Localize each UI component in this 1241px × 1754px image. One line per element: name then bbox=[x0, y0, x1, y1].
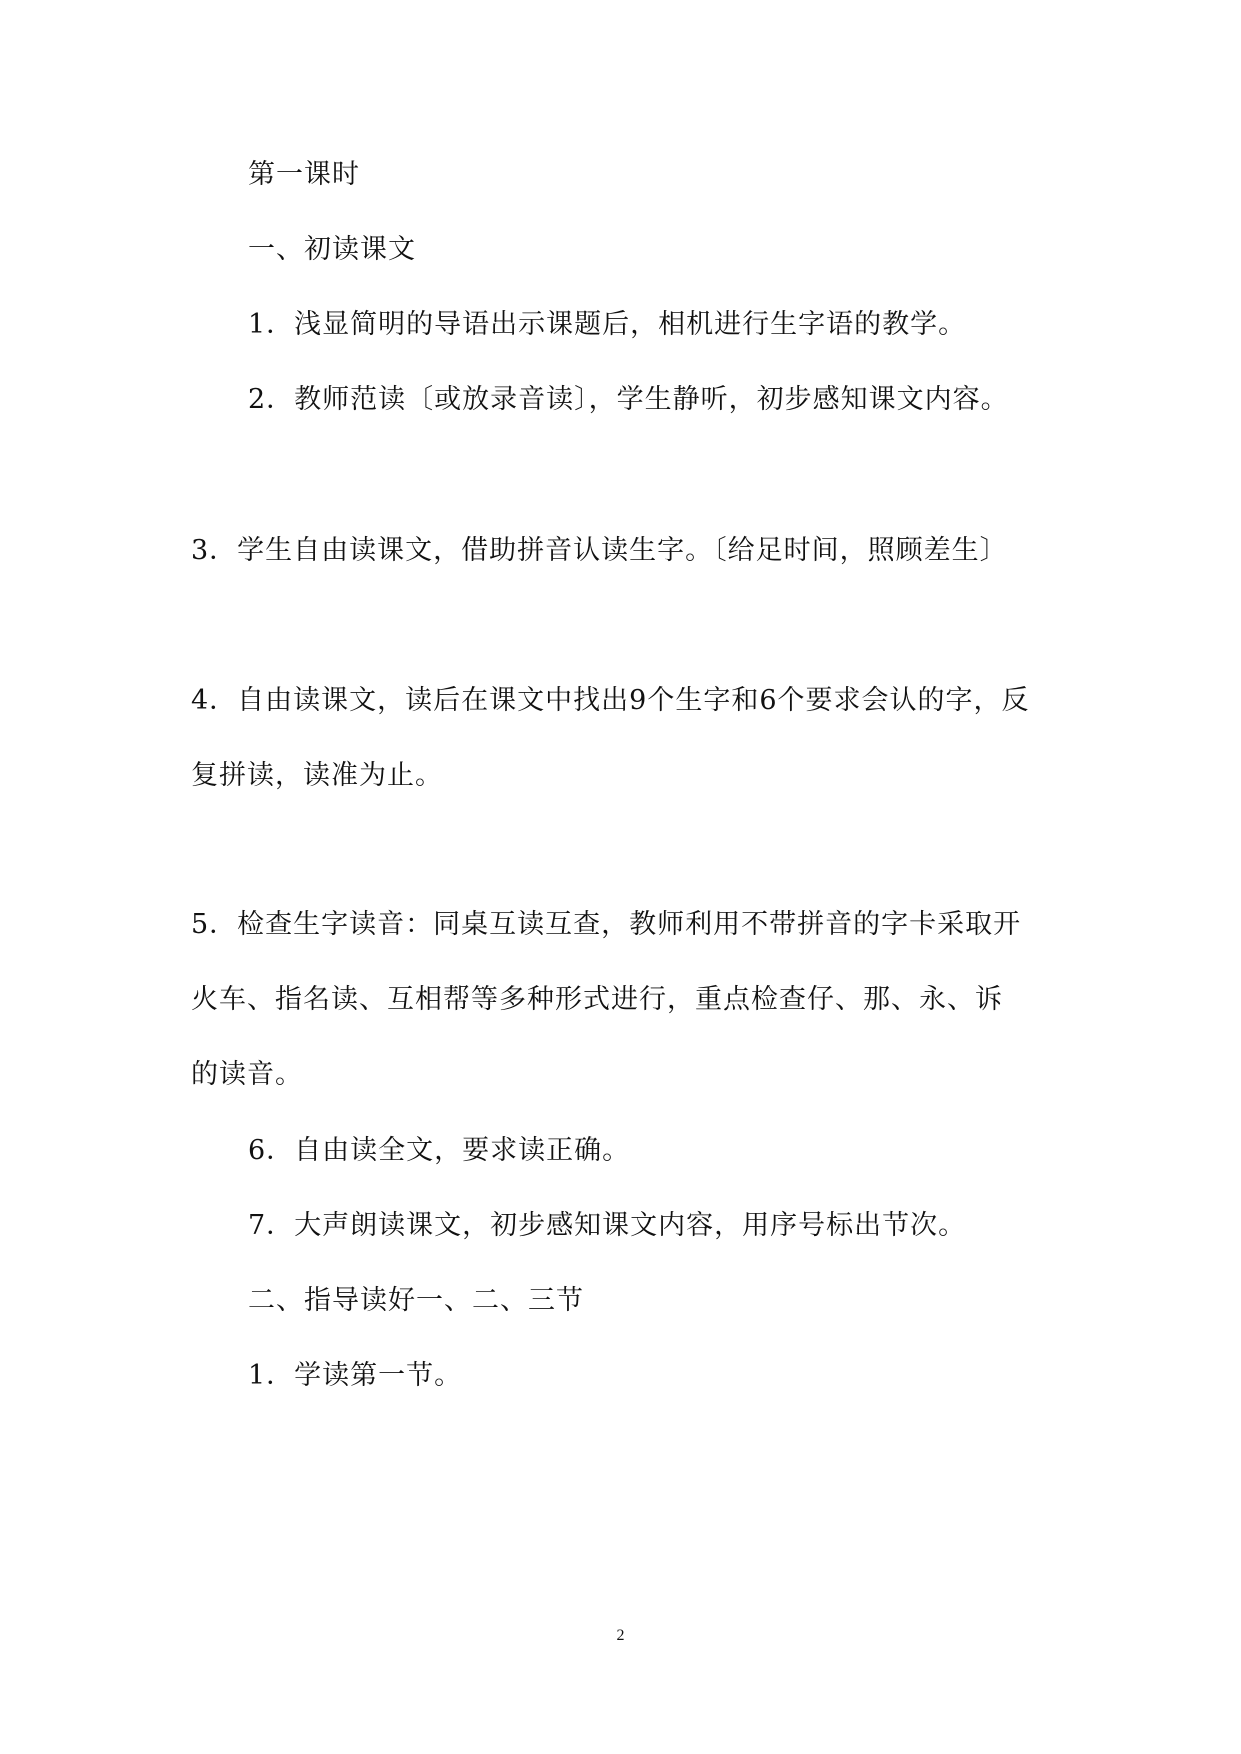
section-1-heading: 一、初读课文 bbox=[248, 234, 416, 265]
step-5-line-1: 5．检查生字读音：同桌互读互查，教师利用不带拼音的字卡采取开 bbox=[191, 909, 1022, 940]
page-number: 2 bbox=[616, 1627, 625, 1644]
step-5-line-2: 火车、指名读、互相帮等多种形式进行，重点检查仔、那、永、诉 bbox=[191, 984, 1003, 1015]
step-3: 3．学生自由读课文，借助拼音认读生字。〔给足时间，照顾差生〕 bbox=[191, 535, 1008, 566]
step-2: 2．教师范读〔或放录音读〕，学生静听，初步感知课文内容。 bbox=[248, 384, 1009, 415]
step-5-line-3: 的读音。 bbox=[191, 1059, 303, 1090]
section-2-heading: 二、指导读好一、二、三节 bbox=[248, 1285, 584, 1316]
lesson-title: 第一课时 bbox=[248, 159, 360, 190]
step-4-line-2: 复拼读，读准为止。 bbox=[191, 760, 443, 791]
step-7: 7．大声朗读课文，初步感知课文内容，用序号标出节次。 bbox=[248, 1210, 967, 1241]
step-4-line-1: 4．自由读课文，读后在课文中找出9个生字和6个要求会认的字，反 bbox=[191, 685, 1030, 716]
step-1: 1．浅显简明的导语出示课题后，相机进行生字语的教学。 bbox=[248, 309, 967, 340]
section-2-step-1: 1．学读第一节。 bbox=[248, 1360, 463, 1391]
step-6: 6．自由读全文，要求读正确。 bbox=[248, 1135, 631, 1166]
